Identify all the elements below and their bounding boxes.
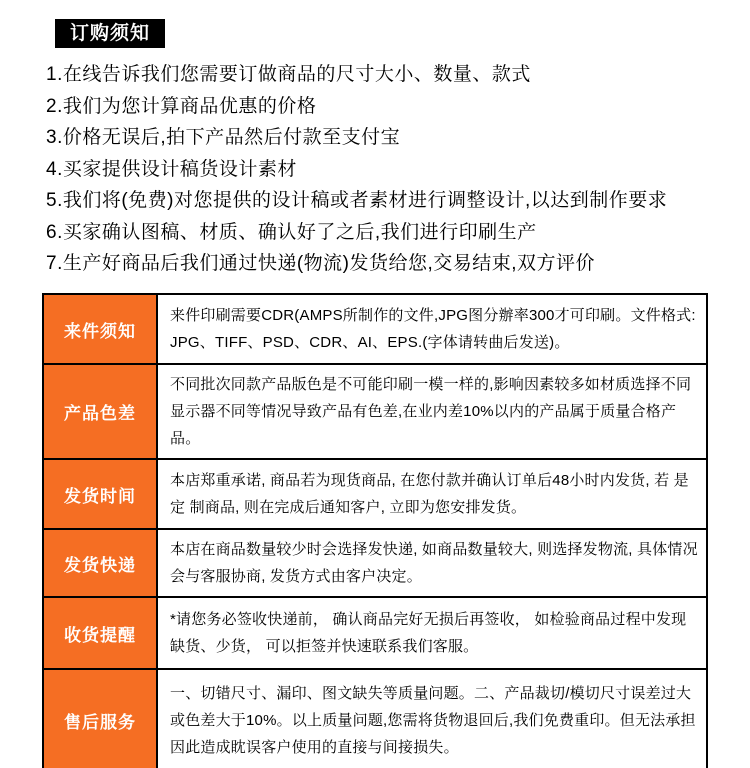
row-label: 产品色差 bbox=[43, 364, 157, 459]
table-row bbox=[43, 294, 707, 364]
table-row bbox=[43, 529, 707, 597]
ordering-steps-list bbox=[46, 59, 716, 280]
page-title-badge: 订购须知 bbox=[55, 19, 165, 48]
list-item: 6.买家确认图稿、材质、确认好了之后,我们进行印刷生产 bbox=[46, 221, 537, 243]
row-label: 收货提醒 bbox=[43, 597, 157, 669]
row-content: 一、切错尺寸、漏印、图文缺失等质量问题。二、产品裁切/模切尺寸误差过大或色差大于10%。以上质量问题,您需将货物退回后,我们免费重印。但无法承担因此造成眈误客户使用的直接与间接损失。 bbox=[157, 669, 707, 768]
row-content: 本店郑重承诺, 商品若为现货商品, 在您付款并确认订单后48小时内发货, 若 是定 制商品, 则在完成后通知客户, 立即为您安排发货。 bbox=[157, 459, 707, 529]
notice-table bbox=[42, 293, 708, 768]
row-content: 不同批次同款产品版色是不可能印刷一模一样的,影响因素较多如材质选择不同显示器不同等情况导致产品有色差,在业内差10%以内的产品属于质量合格产品。 bbox=[157, 364, 707, 459]
row-content: 来件印刷需要CDR(AMPS所制作的文件,JPG图分辦率300才可印刷。文件格式: JPG、TIFF、PSD、CDR、AI、EPS.(字体请转曲后发送)。 bbox=[157, 294, 707, 364]
list-item: 3.价格无误后,拍下产品然后付款至支付宝 bbox=[46, 127, 401, 148]
row-content: 本店在商品数量较少时会选择发快递, 如商品数量较大, 则选择发物流, 具体情况会与客服协商, 发货方式由客户决定。 bbox=[157, 529, 707, 597]
list-item: 5.我们将(免费)对您提供的设计稿或者素材进行调整设计,以达到制作要求 bbox=[46, 190, 668, 211]
list-item: 7.生产好商品后我们通过快递(物流)发货给您,交易结束,双方评价 bbox=[46, 253, 596, 274]
table-row bbox=[43, 669, 707, 768]
row-content: *请您务必签收快递前， 确认商品完好无损后再签收， 如检验商品过程中发现缺货、少货， 可以拒签并快速联系我们客服。 bbox=[157, 597, 707, 669]
table-row bbox=[43, 364, 707, 459]
list-item: 2.我们为您计算商品优惠的价格 bbox=[46, 95, 317, 117]
row-label: 来件须知 bbox=[43, 294, 157, 364]
row-label: 发货快递 bbox=[43, 529, 157, 597]
row-label: 发货时间 bbox=[43, 459, 157, 529]
list-item: 1.在线告诉我们您需要订做商品的尺寸大小、数量、款式 bbox=[46, 64, 531, 85]
list-item: 4.买家提供设计稿货设计素材 bbox=[46, 158, 297, 180]
table-row bbox=[43, 459, 707, 529]
table-row bbox=[43, 597, 707, 669]
row-label: 售后服务 bbox=[43, 669, 157, 768]
